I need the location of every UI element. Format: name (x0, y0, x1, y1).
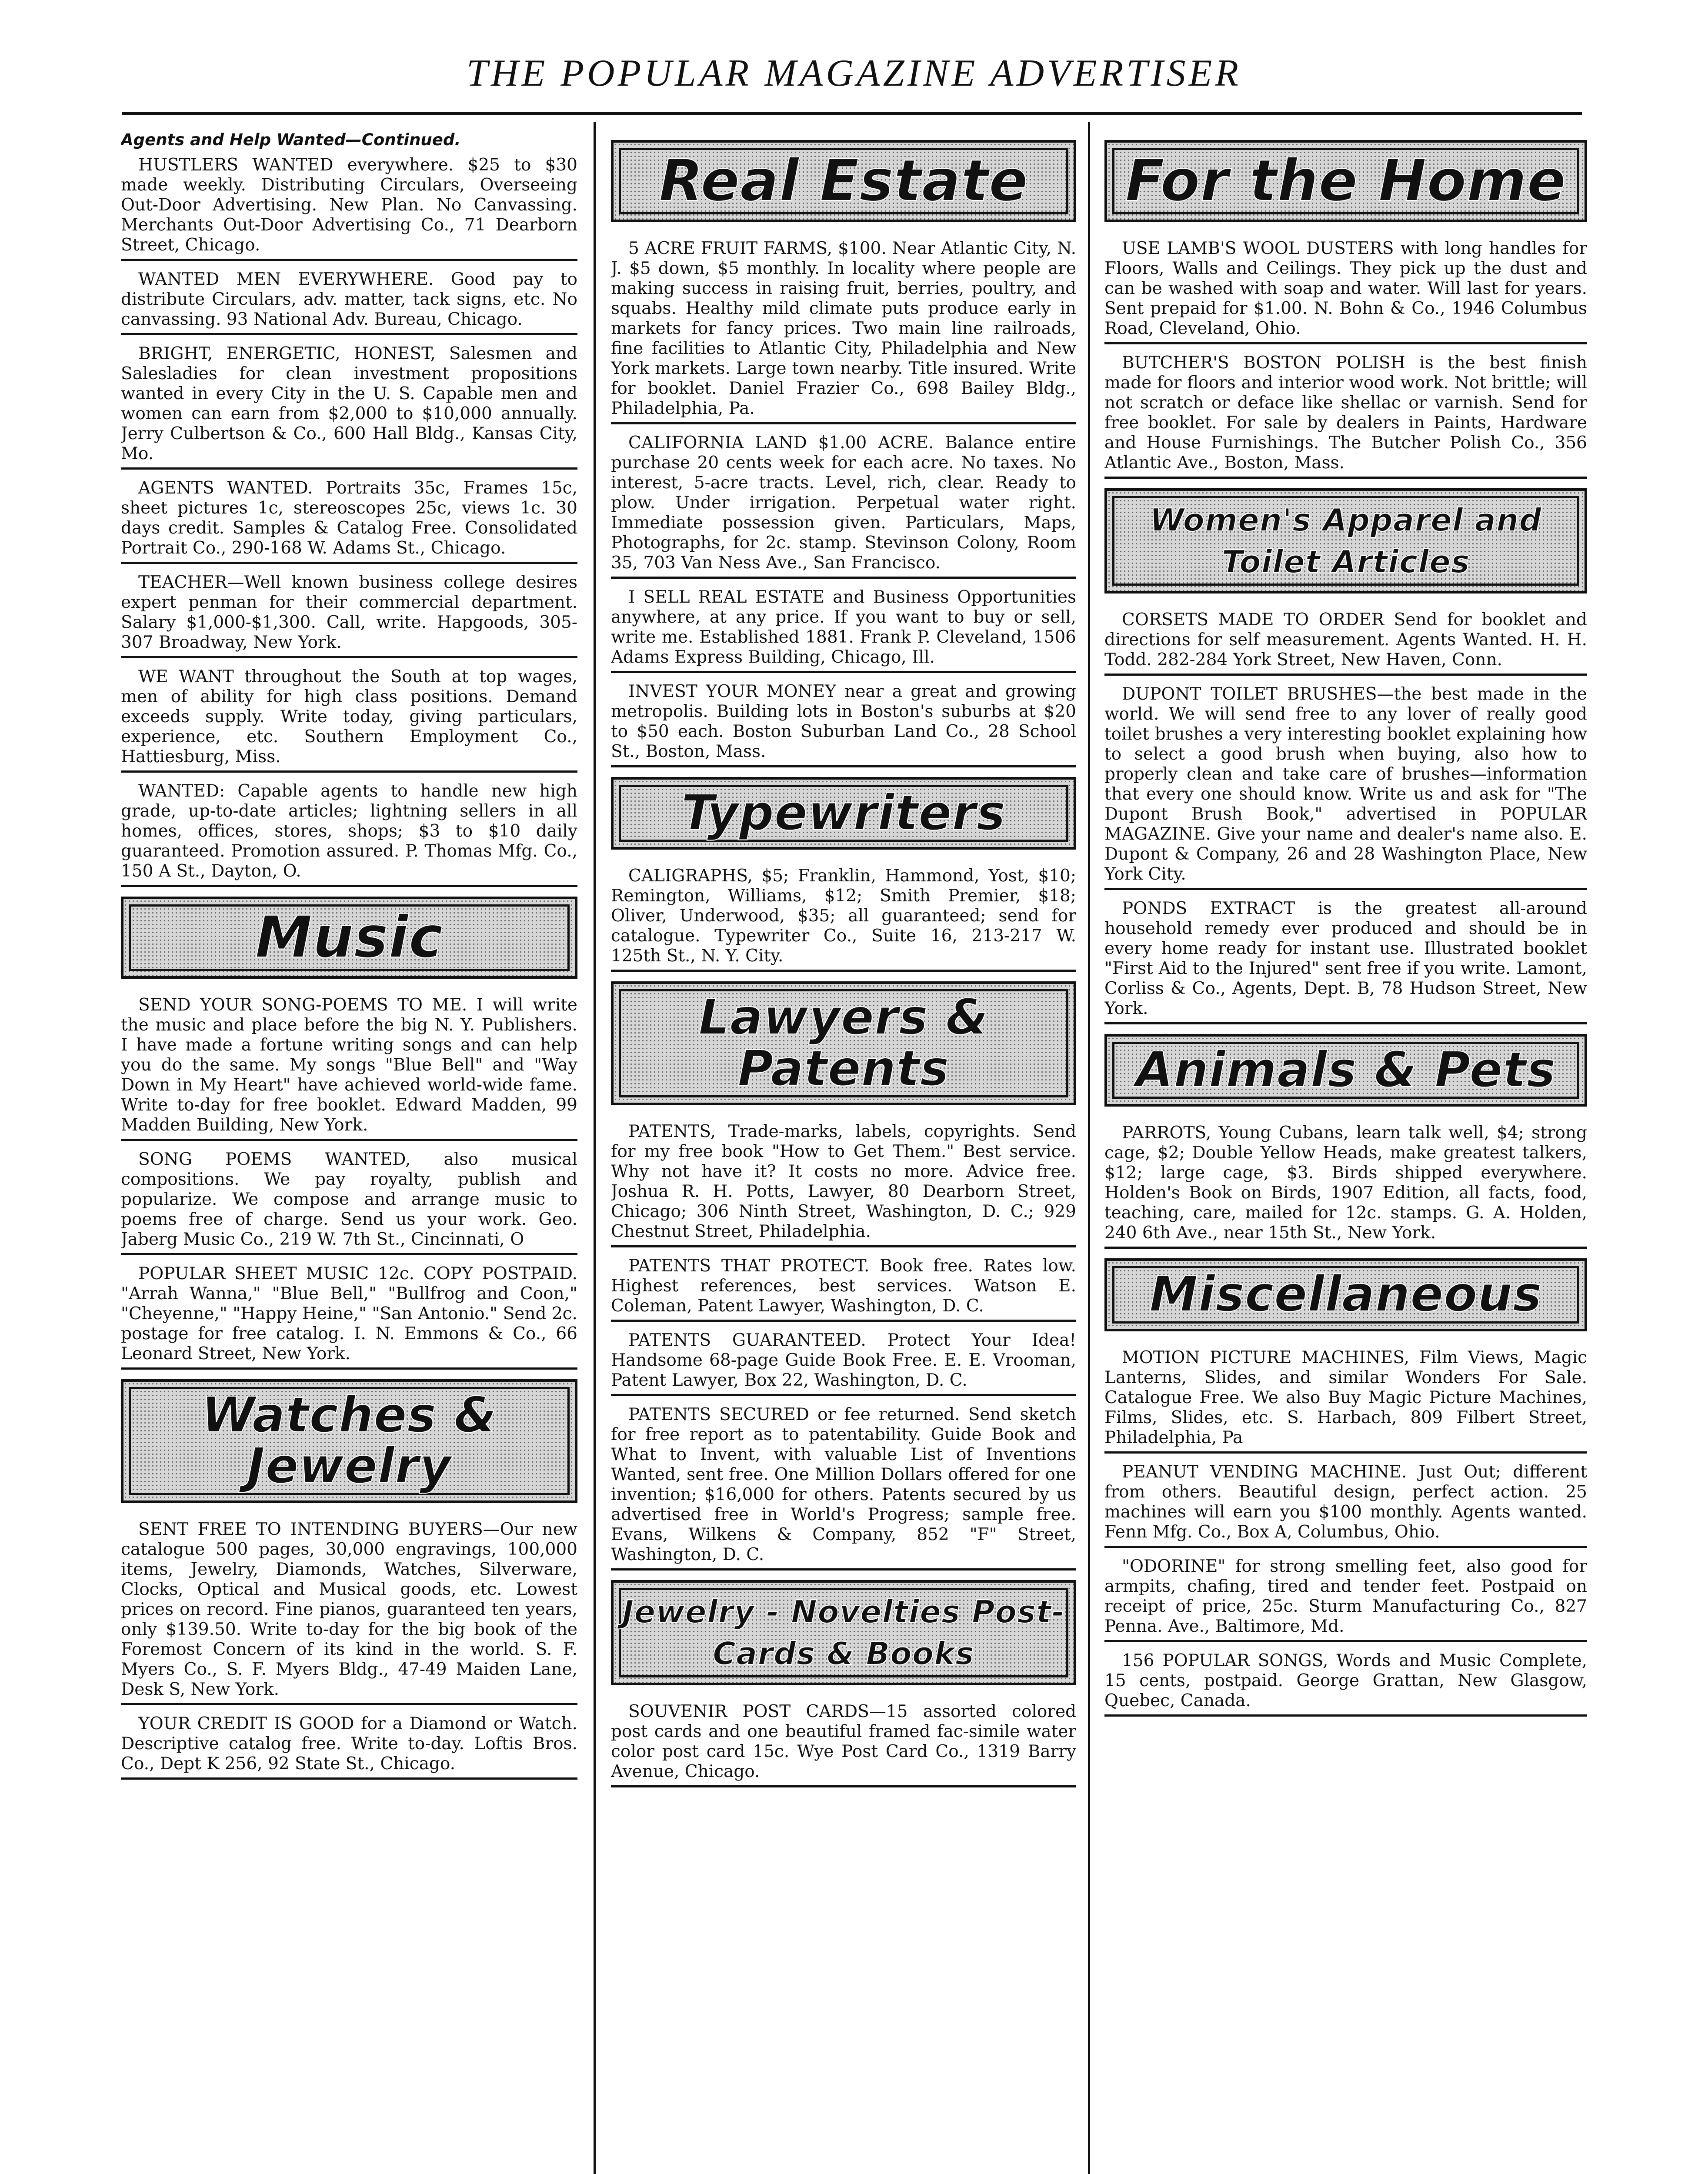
column-divider (1088, 122, 1090, 2174)
section-banner-title: Real Estate (619, 148, 1068, 214)
classified-ad: BUTCHER'S BOSTON POLISH is the best finish made for floors and interior wood work. Not brittle; will not scratch or deface like shellac or varnish. Send for free booklet. For sale by dealers in Paints, Hardware and House Furnishings. The Butcher Polish Co., 356 Atlantic Ave., Boston, Mass. (1104, 351, 1587, 479)
section-banner-title: For the Home (1112, 148, 1579, 214)
column-1 (121, 130, 577, 2174)
header-rule (122, 112, 1582, 115)
classified-ad: CORSETS MADE TO ORDER Send for booklet and directions for self measurement. Agents Wanted. H. H. Todd. 282-284 York Street, New Haven, Conn. (1104, 608, 1587, 676)
section-banner (1104, 140, 1587, 222)
classified-ad: SOUVENIR POST CARDS—15 assorted colored post cards and one beautiful framed fac-simile water color post card 15c. Wye Post Card Co., 1319 Barry Avenue, Chicago. (611, 1700, 1076, 1787)
classified-ad: PATENTS THAT PROTECT. Book free. Rates low. Highest references, best services. Watson E. Coleman, Patent Lawyer, Washington, D. C. (611, 1254, 1076, 1322)
classified-ad: I SELL REAL ESTATE and Business Opportunities anywhere, at any price. If you want to buy or sell, write me. Established 1881. Frank P. Cleveland, 1506 Adams Express Building, Chicago, Ill. (611, 586, 1076, 673)
section-banner (121, 897, 577, 979)
section-banner (1104, 1034, 1587, 1107)
classified-ad: PATENTS, Trade-marks, labels, copyrights. Send for my free book "How to Get Them." Best service. Why not have it? It costs no more. Advice free. Joshua R. H. Potts, Lawyer, 80 Dearborn Street, Chicago; 306 Ninth Street, Washington, D. C.; 929 Chestnut Street, Philadelphia. (611, 1120, 1076, 1247)
classified-ad: PARROTS, Young Cubans, learn talk well, $4; strong cage, $2; Double Yellow Heads, make greatest talkers, $12; large cage, $3. Birds shipped everywhere. Holden's Book on Birds, 1907 Edition, all facts, food, teaching, care, mailed for 12c. stamps. G. A. Holden, 240 6th Ave., near 15th St., New York. (1104, 1121, 1587, 1249)
section-continued-heading: Agents and Help Wanted—Continued. (121, 130, 461, 149)
section-banner (611, 981, 1076, 1105)
section-banner (611, 140, 1076, 222)
column-3 (1104, 130, 1587, 2174)
section-banner-title: Animals & Pets (1112, 1042, 1579, 1099)
classified-ad: YOUR CREDIT IS GOOD for a Diamond or Watch. Descriptive catalog free. Write to-day. Loftis Bros. Co., Dept K 256, 92 State St., Chicago. (121, 1712, 577, 1780)
classified-ad: 5 ACRE FRUIT FARMS, $100. Near Atlantic City, N. J. $5 down, $5 monthly. In locality where people are making success in raising fruit, berries, poultry, and squabs. Healthy mild climate puts produce early in markets for fancy prices. Two main line railroads, fine facilities to Atlantic City, Philadelphia and New York markets. Large town nearby. Title insured. Write for booklet. Daniel Frazier Co., 698 Bailey Bldg., Philadelphia, Pa. (611, 237, 1076, 424)
classified-ad: PATENTS GUARANTEED. Protect Your Idea! Handsome 68-page Guide Book Free. E. E. Vrooman, Patent Lawyer, Box 22, Washington, D. C. (611, 1329, 1076, 1396)
column-divider (594, 122, 596, 2174)
section-banner-title: Women's Apparel and Toilet Articles (1112, 496, 1579, 586)
column-2 (611, 130, 1076, 2174)
classified-ad: SONG POEMS WANTED, also musical compositions. We pay royalty, publish and popularize. We compose and arrange music to poems free of charge. Send us your work. Geo. Jaberg Music Co., 219 W. 7th St., Cincinnati, O (121, 1148, 577, 1255)
page-title: THE POPULAR MAGAZINE ADVERTISER (466, 52, 1242, 94)
classified-ad: SEND YOUR SONG-POEMS TO ME. I will write the music and place before the big N. Y. Publishers. I have made a fortune writing songs and can help you do the same. My songs "Blue Bell" and "Way Down in My Heart" have achieved world-wide fame. Write to-day for free booklet. Edward Madden, 99 Madden Building, New York. (121, 994, 577, 1141)
section-banner-title: Typewriters (619, 785, 1068, 842)
classified-ad: DUPONT TOILET BRUSHES—the best made in the world. We will send free to any lover of really good toilet brushes a very interesting booklet explaining how to select a good brush when buying, also how to properly clean and take care of brushes—information that every one should know. Write us and ask for "The Dupont Brush Book," advertised in POPULAR MAGAZINE. Give your name and dealer's name also. E. Dupont & Company, 26 and 28 Washington Place, New York City. (1104, 683, 1587, 890)
classified-ad: CALIGRAPHS, $5; Franklin, Hammond, Yost, $10; Remington, Williams, $12; Smith Premier, $18; Oliver, Underwood, $35; all guaranteed; send for catalogue. Typewriter Co., Suite 16, 213-217 W. 125th St., N. Y. City. (611, 864, 1076, 972)
classified-ad: PEANUT VENDING MACHINE. Just Out; different from others. Beautiful design, perfect action. 25 machines will earn you $100 monthly. Agents wanted. Fenn Mfg. Co., Box A, Columbus, Ohio. (1104, 1460, 1587, 1548)
classified-ad: WE WANT throughout the South at top wages, men of ability for high class positions. Demand exceeds supply. Write today, giving particulars, experience, etc. Southern Employment Co., Hattiesburg, Miss. (121, 665, 577, 773)
classified-ad: HUSTLERS WANTED everywhere. $25 to $30 made weekly. Distributing Circulars, Overseeing Out-Door Advertising. New Plan. No Canvassing. Merchants Out-Door Advertising Co., 71 Dearborn Street, Chicago. (121, 153, 577, 261)
classified-ad: MOTION PICTURE MACHINES, Film Views, Magic Lanterns, Slides, and similar Wonders For Sale. Catalogue Free. We also Buy Magic Picture Machines, Films, Slides, etc. S. Harbach, 809 Filbert Street, Philadelphia, Pa (1104, 1346, 1587, 1454)
section-banner (611, 777, 1076, 850)
section-banner (121, 1379, 577, 1503)
classified-ad: PONDS EXTRACT is the greatest all-around household remedy ever produced and should be in every home ready for instant use. Illustrated booklet "First Aid to the Injured" sent free if you write. Lamont, Corliss & Co., Agents, Dept. B, 78 Hudson Street, New York. (1104, 897, 1587, 1024)
classified-ad: BRIGHT, ENERGETIC, HONEST, Salesmen and Salesladies for clean investment propositions wanted in every City in the U. S. Capable men and women can earn from $2,000 to $10,000 annually. Jerry Culbertson & Co., 600 Hall Bldg., Kansas City, Mo. (121, 342, 577, 470)
classified-ad: TEACHER—Well known business college desires expert penman for their commercial department. Salary $1,000-$1,300. Call, write. Hapgoods, 305-307 Broadway, New York. (121, 571, 577, 658)
classified-ad: 156 POPULAR SONGS, Words and Music Complete, 15 cents, postpaid. George Grattan, New Glasgow, Quebec, Canada. (1104, 1649, 1587, 1717)
classified-ad: INVEST YOUR MONEY near a great and growing metropolis. Building lots in Boston's suburbs at $20 to $50 each. Boston Suburban Land Co., 28 School St., Boston, Mass. (611, 680, 1076, 767)
classified-ad: "ODORINE" for strong smelling feet, also good for armpits, chafing, tired and tender feet. Postpaid on receipt of price, 25c. Sturm Manufacturing Co., 827 Penna. Ave., Baltimore, Md. (1104, 1555, 1587, 1642)
section-banner-title: Jewelry - Novelties Post-Cards & Books (619, 1588, 1068, 1677)
section-banner (1104, 488, 1587, 594)
section-banner-title: Watches & Jewelry (129, 1387, 570, 1495)
section-banner-title: Lawyers & Patents (619, 989, 1068, 1097)
classified-ad: AGENTS WANTED. Portraits 35c, Frames 15c, sheet pictures 1c, stereoscopes 25c, views 1c. 30 days credit. Samples & Catalog Free. Consolidated Portrait Co., 290-168 W. Adams St., Chicago. (121, 477, 577, 564)
classified-ad: USE LAMB'S WOOL DUSTERS with long handles for Floors, Walls and Ceilings. They pick up the dust and can be washed with soap and water. Will last for years. Sent prepaid for $1.00. N. Bohn & Co., 1946 Columbus Road, Cleveland, Ohio. (1104, 237, 1587, 344)
classified-ad: WANTED MEN EVERYWHERE. Good pay to distribute Circulars, adv. matter, tack signs, etc. No canvassing. 93 National Adv. Bureau, Chicago. (121, 268, 577, 335)
section-banner-title: Music (129, 904, 570, 971)
classified-ad: CALIFORNIA LAND $1.00 ACRE. Balance entire purchase 20 cents week for each acre. No taxes. No interest, 5-acre tracts. Level, rich, clear. Ready to plow. Under irrigation. Perpetual water right. Immediate possession given. Particulars, Maps, Photographs, for 2c. stamp. Stevinson Colony, Room 35, 703 Van Ness Ave., San Francisco. (611, 431, 1076, 579)
section-banner-title: Miscellaneous (1112, 1266, 1579, 1324)
classified-ad: WANTED: Capable agents to handle new high grade, up-to-date articles; lightning sellers in all homes, offices, stores, shops; $3 to $10 daily guaranteed. Promotion assured. P. Thomas Mfg. Co., 150 A St., Dayton, O. (121, 780, 577, 887)
classified-ad: POPULAR SHEET MUSIC 12c. COPY POSTPAID. "Arrah Wanna," "Blue Bell," "Bullfrog and Coon," "Cheyenne," "Happy Heine," "San Antonio." Send 2c. postage for free catalog. I. N. Emmons & Co., 66 Leonard Street, New York. (121, 1262, 577, 1370)
section-banner (1104, 1258, 1587, 1331)
section-banner (611, 1580, 1076, 1685)
classified-ad: PATENTS SECURED or fee returned. Send sketch for free report as to patentability. Guide Book and What to Invent, with valuable List of Inventions Wanted, sent free. One Million Dollars offered for one invention; $16,000 for others. Patents secured by us advertised free in World's Progress; sample free. Evans, Wilkens & Company, 852 "F" Street, Washington, D. C. (611, 1403, 1076, 1570)
classified-ad: SENT FREE TO INTENDING BUYERS—Our new catalogue 500 pages, 30,000 engravings, 100,000 items, Jewelry, Diamonds, Watches, Silverware, Clocks, Optical and Musical goods, etc. Lowest prices on record. Fine pianos, guaranteed ten years, only $139.50. Write to-day for the big book of the Foremost Concern of its kind in the world. S. F. Myers Co., S. F. Myers Bldg., 47-49 Maiden Lane, Desk S, New York. (121, 1518, 577, 1705)
